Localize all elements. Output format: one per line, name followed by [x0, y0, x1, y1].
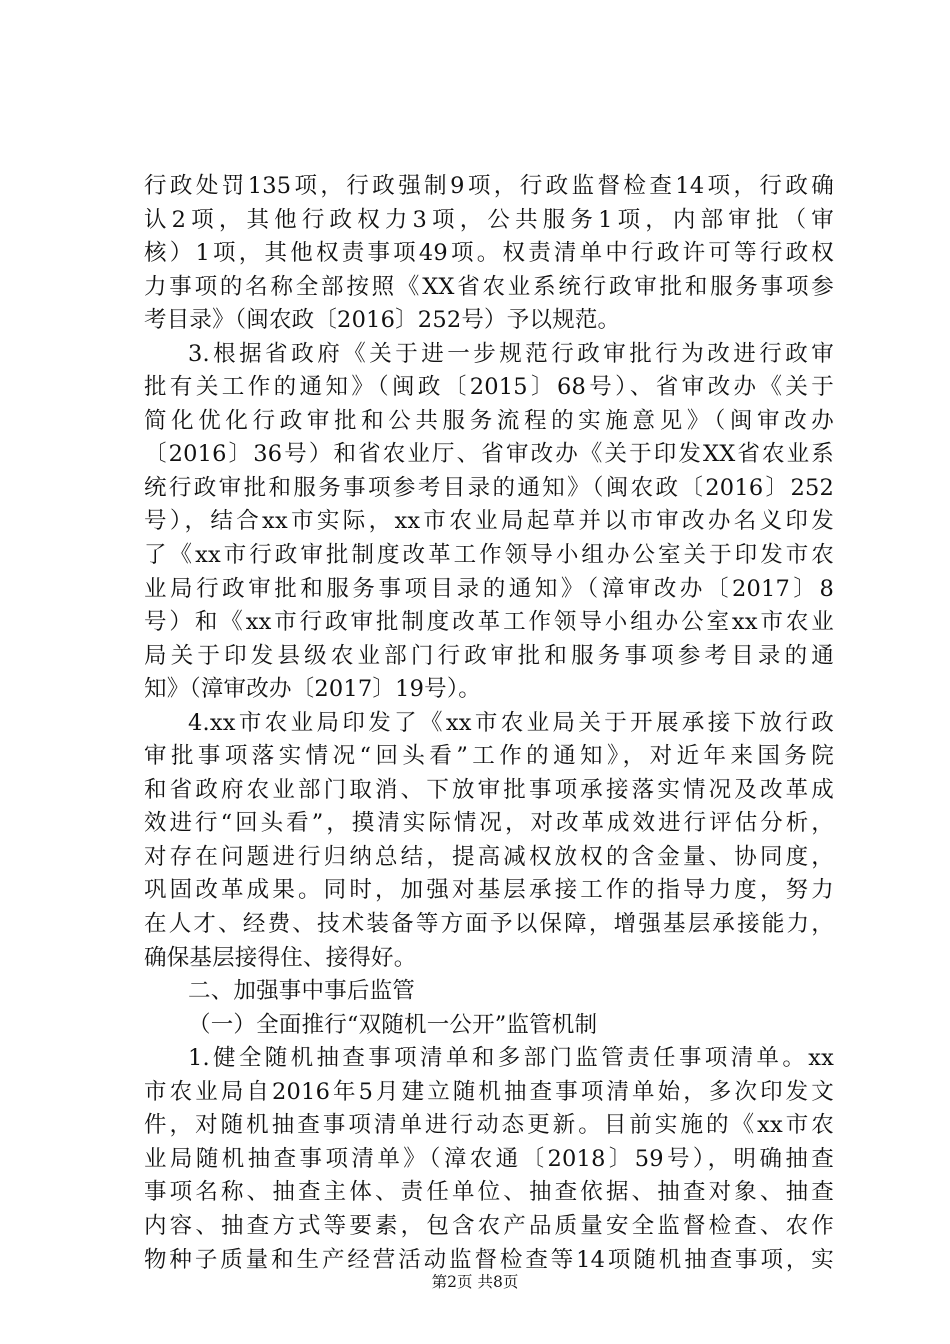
section-heading: 二、加强事中事后监管	[188, 978, 416, 1005]
text-line: 在人才、经费、技术装备等方面予以保障，增强基层承接能力，	[144, 911, 834, 938]
text-line: 统行政审批和服务事项参考目录的通知》（闽农政〔2016〕252	[144, 474, 834, 501]
text-line: 4.xx市农业局印发了《xx市农业局关于开展承接下放行政	[188, 709, 834, 736]
text-line: 力事项的名称全部按照《XX省农业系统行政审批和服务事项参	[144, 273, 834, 300]
text-line: 审批事项落实情况“回头看”工作的通知》，对近年来国务院	[144, 743, 834, 770]
text-line: 事项名称、抽查主体、责任单位、抽查依据、抽查对象、抽查	[144, 1179, 834, 1206]
text-line: 局关于印发县级农业部门行政审批和服务事项参考目录的通	[144, 642, 834, 669]
subsection-heading: （一）全面推行“双随机一公开”监管机制	[188, 1011, 598, 1038]
text-line: 对存在问题进行归纳总结，提高减权放权的含金量、协同度，	[144, 843, 834, 870]
text-line: 业局行政审批和服务事项目录的通知》（漳审改办〔2017〕8	[144, 575, 834, 602]
text-line: 考目录》（闽农政〔2016〕252号）予以规范。	[144, 307, 621, 334]
text-line: 认2项，其他行政权力3项，公共服务1项，内部审批（审	[144, 206, 834, 233]
text-line: 号）和《xx市行政审批制度改革工作领导小组办公室xx市农业	[144, 609, 834, 636]
text-line: 业局随机抽查事项清单》（漳农通〔2018〕59号），明确抽查	[144, 1145, 834, 1172]
text-line: 知》（漳审改办〔2017〕19号）。	[144, 676, 481, 703]
text-line: 1.健全随机抽查事项清单和多部门监管责任事项清单。xx	[188, 1045, 834, 1072]
text-line: 行政处罚135项，行政强制9项，行政监督检查14项，行政确	[144, 173, 834, 199]
text-line: 和省政府农业部门取消、下放审批事项承接落实情况及改革成	[144, 776, 834, 803]
text-line: 核）1项，其他权责事项49项。权责清单中行政许可等行政权	[144, 240, 834, 267]
document-body	[144, 170, 834, 1277]
text-line: 3.根据省政府《关于进一步规范行政审批行为改进行政审	[188, 340, 834, 367]
text-line: 物种子质量和生产经营活动监督检查等14项随机抽查事项，实	[144, 1246, 834, 1273]
text-line: 简化优化行政审批和公共服务流程的实施意见》（闽审改办	[144, 407, 834, 434]
text-line: 号），结合xx市实际，xx市农业局起草并以市审改办名义印发	[144, 508, 834, 535]
text-line: 批有关工作的通知》（闽政〔2015〕68号）、省审改办《关于	[144, 374, 834, 401]
text-line: 确保基层接得住、接得好。	[144, 944, 417, 971]
text-line: 件，对随机抽查事项清单进行动态更新。目前实施的《xx市农	[144, 1112, 834, 1139]
text-line: 内容、抽查方式等要素，包含农产品质量安全监督检查、农作	[144, 1212, 834, 1239]
text-line: 了《xx市行政审批制度改革工作领导小组办公室关于印发市农	[144, 542, 834, 569]
text-line: 〔2016〕36号）和省农业厅、省审改办《关于印发XX省农业系	[144, 441, 834, 468]
page-number-footer: 第2页 共8页	[431, 1273, 519, 1291]
text-line: 巩固改革成果。同时，加强对基层承接工作的指导力度，努力	[144, 877, 834, 904]
text-line: 效进行“回头看”，摸清实际情况，对改革成效进行评估分析，	[144, 810, 834, 837]
text-line: 市农业局自2016年5月建立随机抽查事项清单始，多次印发文	[144, 1078, 834, 1105]
